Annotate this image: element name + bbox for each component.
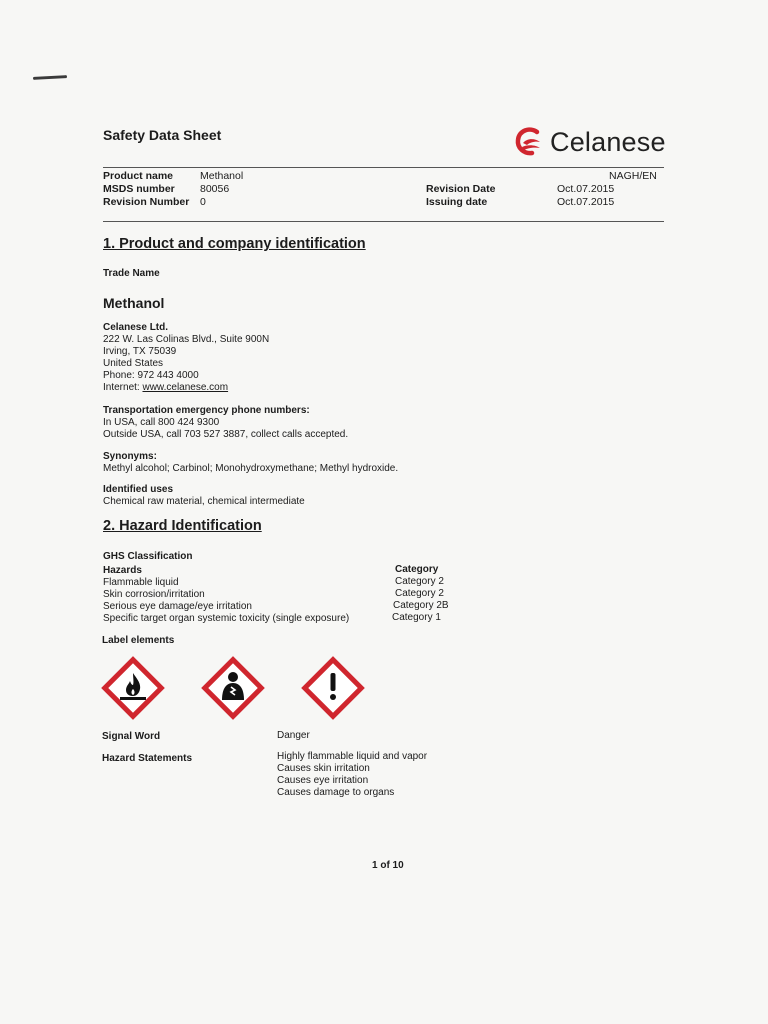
document-title: Safety Data Sheet: [103, 127, 222, 143]
celanese-logo: [514, 126, 666, 158]
company-phone: Phone: 972 443 4000: [103, 370, 199, 381]
page-number: 1 of 10: [372, 860, 404, 871]
header-top-rule: [103, 167, 664, 168]
issuing-date-label: Issuing date: [426, 196, 488, 208]
identified-uses-text: Chemical raw material, chemical intermediate: [103, 496, 305, 507]
signal-word: Danger: [277, 730, 310, 741]
hazard-row: Flammable liquid: [103, 577, 179, 588]
hazard-category: Category 2: [395, 576, 444, 587]
company-country: United States: [103, 358, 164, 369]
company-city: Irving, TX 75039: [103, 346, 177, 357]
company-street: 222 W. Las Colinas Blvd., Suite 900N: [103, 334, 270, 345]
trade-name: Methanol: [103, 295, 165, 311]
hazard-statement: Highly flammable liquid and vapor: [277, 751, 428, 762]
hazard-row: Serious eye damage/eye irritation: [103, 601, 252, 612]
emergency-numbers: [103, 405, 348, 441]
header-bottom-rule: [103, 221, 664, 222]
msds-number-value: 80056: [200, 183, 230, 195]
section-2-heading: 2. Hazard Identification: [103, 518, 262, 534]
section-1-heading: 1. Product and company identification: [103, 236, 366, 252]
category-header: Category: [395, 564, 439, 575]
trade-name-label: Trade Name: [103, 268, 160, 279]
logo-text: Celanese: [550, 126, 666, 157]
emergency-usa: In USA, call 800 424 9300: [103, 417, 220, 428]
revision-date-value: Oct.07.2015: [557, 183, 615, 195]
signal-word-label: Signal Word: [102, 731, 161, 742]
flame-icon: [100, 655, 166, 721]
identified-uses-block: [103, 484, 305, 508]
product-name-value: Methanol: [200, 170, 244, 182]
emergency-outside-usa: Outside USA, call 703 527 3887, collect calls accepted.: [103, 429, 349, 440]
company-internet: [103, 382, 269, 394]
synonyms-label: Synonyms:: [103, 451, 157, 462]
hazard-statements: [277, 751, 427, 799]
synonyms-block: [103, 451, 398, 475]
hazard-statement: Causes damage to organs: [277, 787, 395, 798]
ghs-classification-label: GHS Classification: [103, 551, 193, 562]
scan-mark: [33, 75, 67, 80]
hazard-row: Specific target organ systemic toxicity (single exposure): [103, 613, 350, 624]
website-link[interactable]: www.celanese.com: [142, 382, 229, 393]
company-address: [103, 322, 269, 394]
health-hazard-icon: [200, 655, 266, 721]
hazard-category: Category 2: [395, 588, 444, 599]
company-name: Celanese Ltd.: [103, 322, 169, 333]
hazard-statement: Causes skin irritation: [277, 763, 370, 774]
revision-number-label: Revision Number: [103, 196, 190, 208]
revision-number-value: 0: [200, 196, 206, 208]
exclamation-mark-icon: [300, 655, 366, 721]
hazard-category: Category 2B: [393, 600, 449, 611]
revision-date-label: Revision Date: [426, 183, 496, 195]
product-name-label: Product name: [103, 170, 174, 182]
label-elements-label: Label elements: [102, 635, 175, 646]
hazard-row: Skin corrosion/irritation: [103, 589, 205, 600]
emergency-label: Transportation emergency phone numbers:: [103, 405, 310, 416]
issuing-date-value: Oct.07.2015: [557, 196, 615, 208]
document-code: NAGH/EN: [609, 170, 657, 182]
hazards-header: Hazards: [103, 565, 142, 576]
hazard-statement: Causes eye irritation: [277, 775, 369, 786]
celanese-logo-icon: [514, 126, 544, 158]
synonyms-text: Methyl alcohol; Carbinol; Monohydroxymethane; Methyl hydroxide.: [103, 463, 399, 474]
identified-uses-label: Identified uses: [103, 484, 174, 495]
internet-label: Internet:: [103, 382, 140, 393]
hazard-statements-label: Hazard Statements: [102, 753, 193, 764]
msds-number-label: MSDS number: [103, 183, 175, 195]
hazard-category: Category 1: [392, 612, 441, 623]
